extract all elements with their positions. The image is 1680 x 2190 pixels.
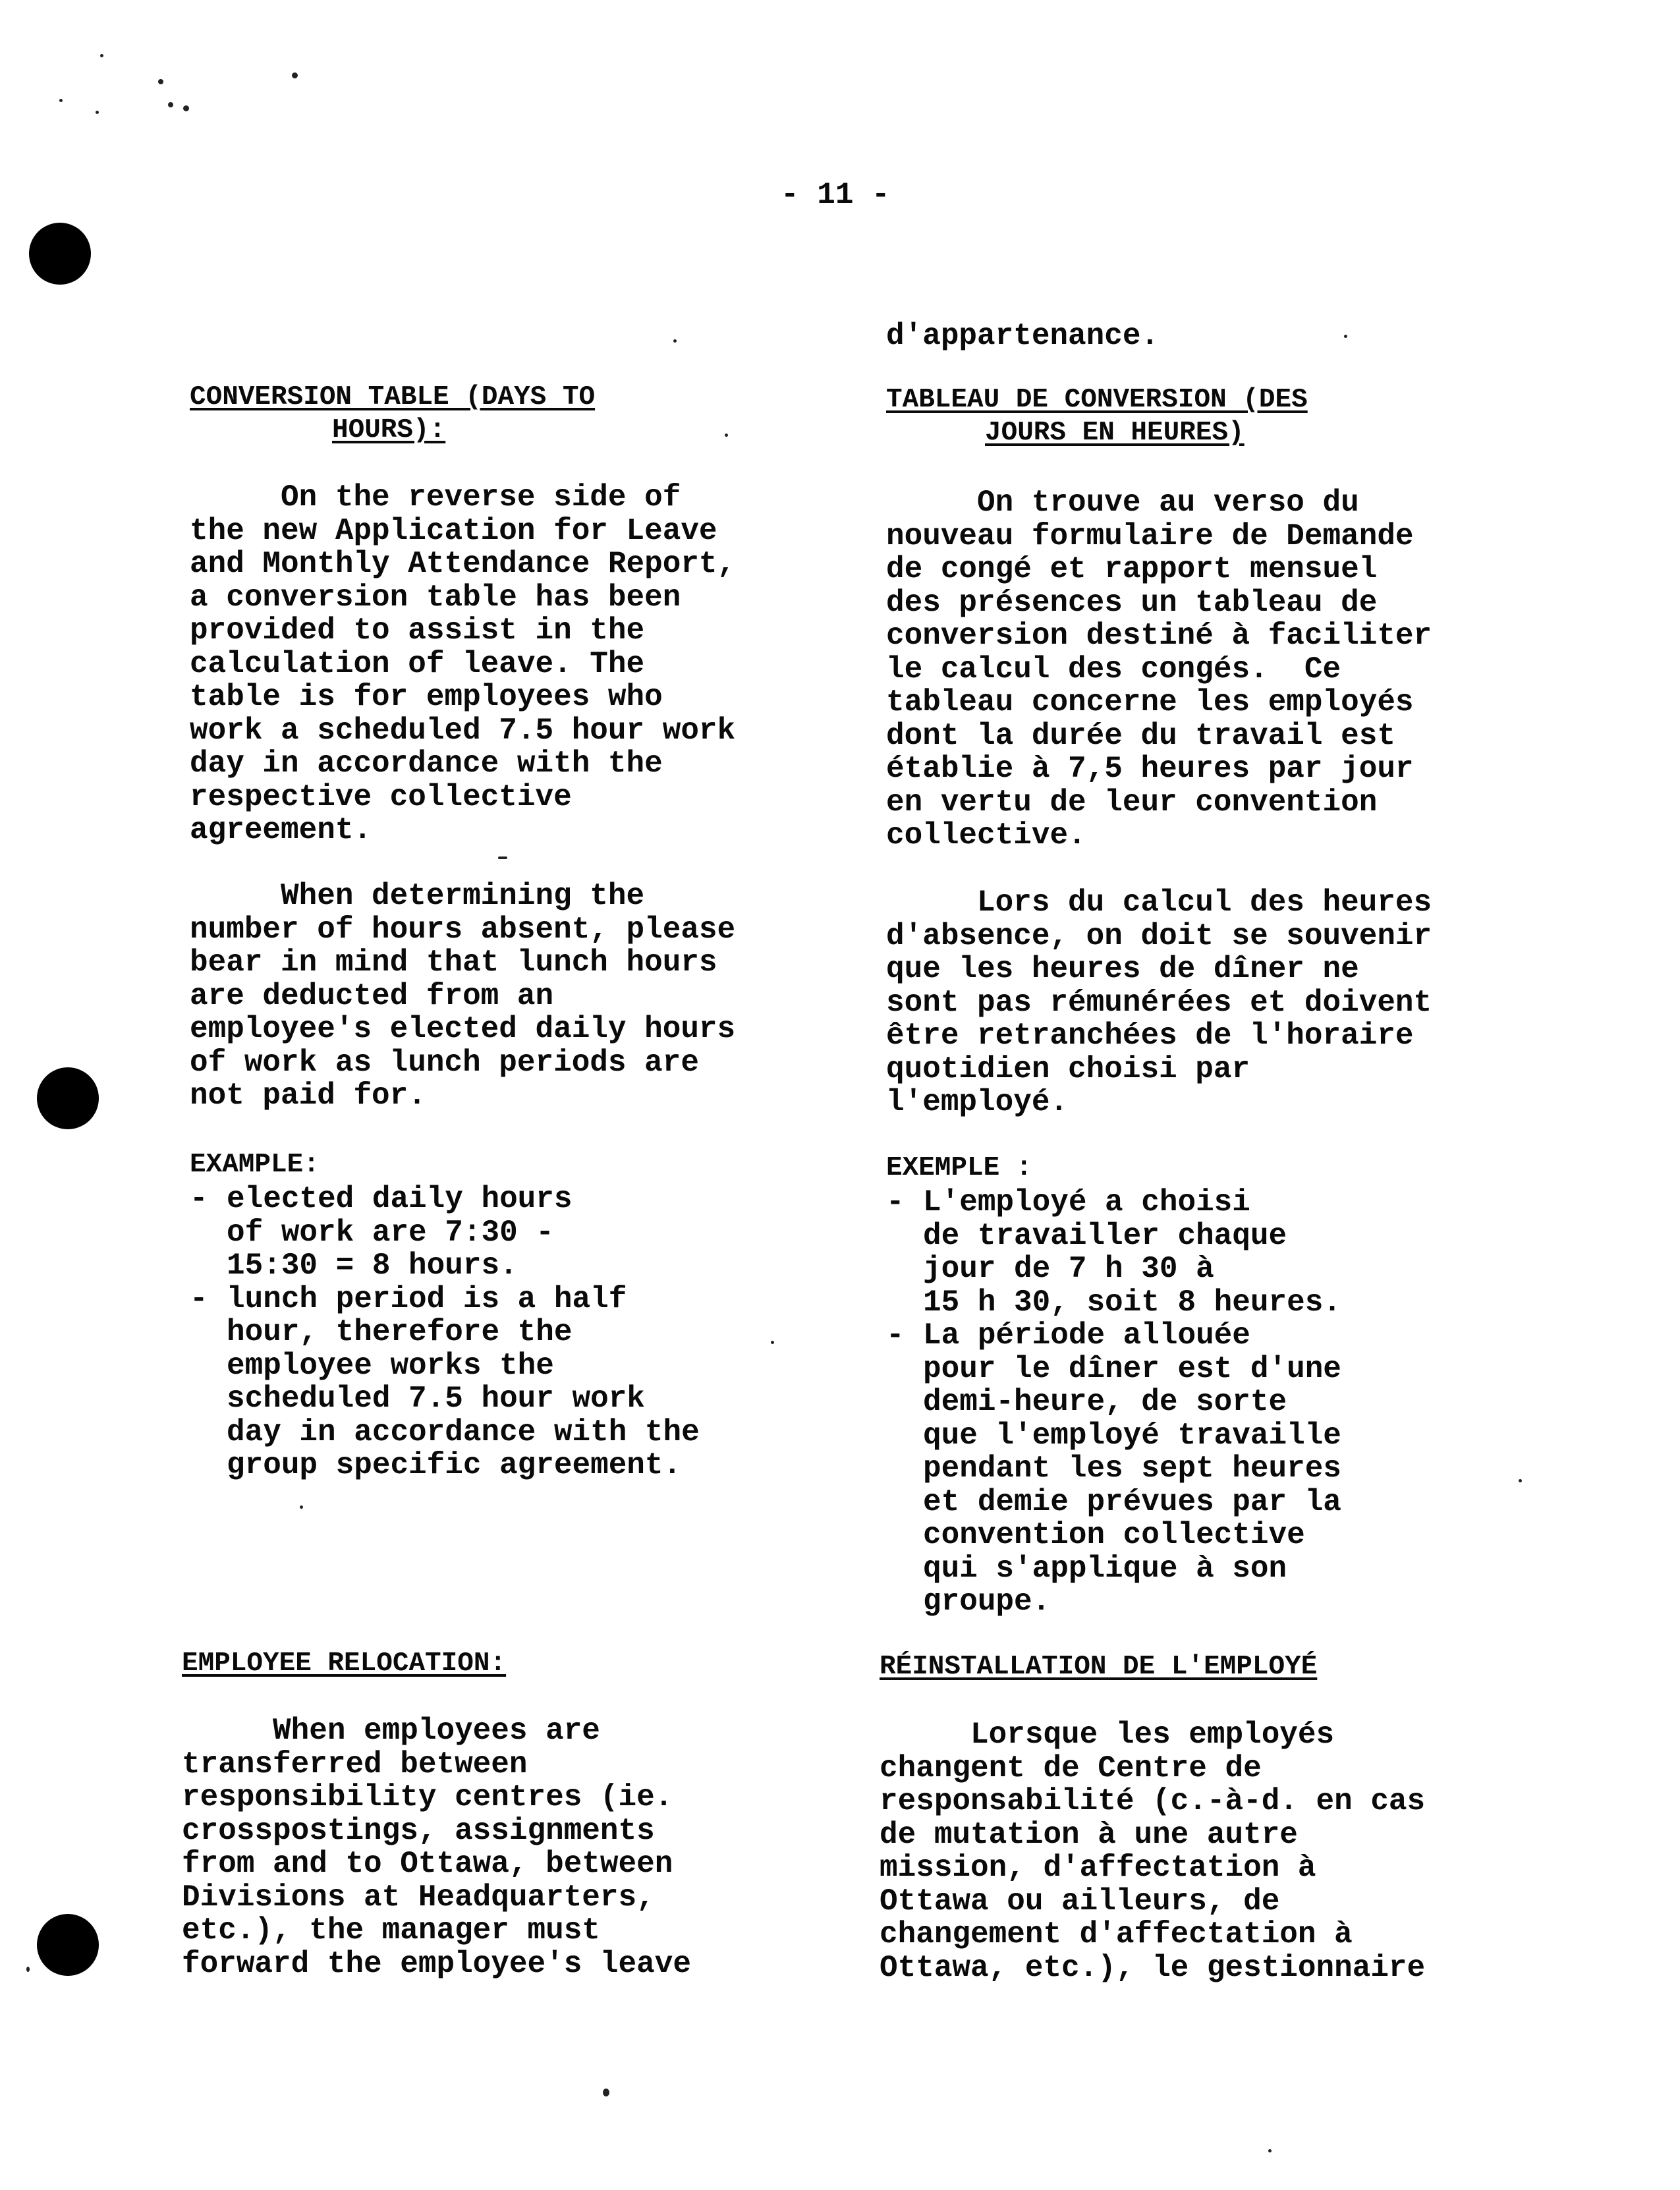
paragraph: Lorsque les employés changent de Centre de responsabilité (c.-à-d. en cas de mutation à une autre mission, d'affectation à Ottawa ou ailleurs, de changement d'affectation à Ottawa, etc.), le gestionnaire [880,1718,1426,1985]
scan-speck [1519,1479,1522,1482]
scan-speck [168,102,173,107]
heading-line: TABLEAU DE CONVERSION (DES [886,385,1308,415]
scan-speck [498,856,507,859]
example-label: EXAMPLE: [190,1150,320,1180]
scan-speck [673,339,677,343]
section-heading [886,383,1519,449]
paragraph: When employees are transferred between responsibility centres (ie. crosspostings, assignments from and to Ottawa, between Divisions at Headquarters, etc.), the manager must forward the employee's leave [182,1714,691,1981]
punch-hole-middle [37,1067,99,1129]
continuation-text: d'appartenance. [886,319,1160,353]
conversion-section-fr [886,383,1519,449]
scan-speck [59,99,63,102]
scan-speck [26,1967,30,1972]
paragraph: On the reverse side of the new Application for Leave and Monthly Attendance Report, a conversion table has been provided to assist in the calculation of leave. The table is for employees who work a scheduled 7.5 hour work day in accordance with the respective collective agreement. [190,480,736,847]
page-number: - 11 - [781,178,890,212]
scan-speck [1268,2149,1272,2152]
heading-line: RÉINSTALLATION DE L'EMPLOYÉ [880,1652,1318,1682]
punch-hole-bottom [37,1914,99,1976]
list-item: - L'employé a choisi de travailler chaque jour de 7 h 30 à 15 h 30, soit 8 heures. [886,1186,1519,1319]
example-label: EXEMPLE : [886,1153,1032,1183]
section-heading [880,1650,1512,1683]
scan-speck [100,54,103,57]
scan-speck [603,2089,609,2096]
list-item: - elected daily hours of work are 7:30 - 15:30 = 8 hours. [190,1183,822,1283]
heading-line: CONVERSION TABLE (DAYS TO [190,382,596,412]
punch-hole-top [29,223,91,285]
example-list [190,1183,822,1482]
section-heading [190,381,822,447]
conversion-section-en [190,381,822,447]
scan-speck [300,1505,303,1509]
scan-speck [292,72,298,78]
paragraph: On trouve au verso du nouveau formulaire de Demande de congé et rapport mensuel des présences un tableau de conversion destiné à faciliter le calcul des congés. Ce tableau concerne les employés dont la durée du travail est établie à 7,5 heures par jour en vertu de leur convention collective. [886,486,1432,853]
list-item: - lunch period is a half hour, therefore the employee works the scheduled 7.5 hour work day in accordance with the group specific agreement. [190,1283,822,1482]
example-list [886,1186,1519,1619]
heading-line: HOURS): [332,415,446,445]
paragraph: When determining the number of hours absent, please bear in mind that lunch hours are deducted from an employee's elected daily hours of work as lunch periods are not paid for. [190,879,736,1113]
heading-line: JOURS EN HEURES) [985,418,1245,448]
scan-speck [158,79,163,84]
scan-speck [183,105,189,111]
paragraph: Lors du calcul des heures d'absence, on doit se souvenir que les heures de dîner ne sont pas rémunérées et doivent être retranchées de l'horaire quotidien choisi par l'employé. [886,885,1432,1119]
heading-line: EMPLOYEE RELOCATION: [182,1648,507,1679]
section-heading [182,1647,814,1680]
scan-speck [96,111,99,114]
list-item: - La période allouée pour le dîner est d'une demi-heure, de sorte que l'employé travaille pendant les sept heures et demie prévues par la convention collective qui s'applique à son groupe. [886,1319,1519,1619]
